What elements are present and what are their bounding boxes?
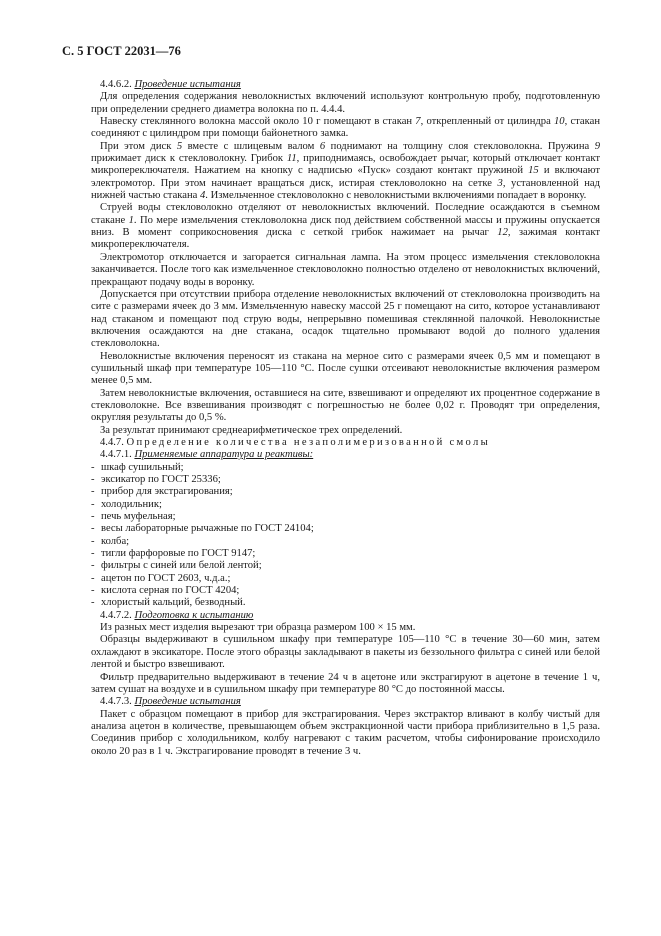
list-item-text: весы лабораторные рычажные по ГОСТ 24104; [101, 523, 314, 535]
section-4-4-7-2-heading [91, 610, 600, 622]
list-item [91, 499, 600, 511]
paragraph: За результат принимают среднеарифметическое трех определений. [100, 424, 403, 436]
page-header: С. 5 ГОСТ 22031—76 [62, 44, 181, 58]
list-item-text: печь муфельная; [101, 511, 176, 523]
section-number: 4.4.7.3. [100, 696, 132, 708]
list-dash: - [91, 560, 95, 572]
paragraph: Для определения содержания неволокнистых включений используют контрольную пробу, подготовленную при определении среднего диаметра волокна по п. 4.4.4. [91, 91, 600, 115]
list-dash: - [91, 486, 95, 498]
section-title: Применяемые аппаратура и реактивы: [134, 449, 314, 461]
list-item [91, 523, 600, 535]
list-dash: - [91, 523, 95, 535]
section-title: Подготовка к испытанию [134, 609, 254, 621]
list-item [91, 474, 600, 486]
list-item-text: шкаф сушильный; [101, 461, 184, 473]
paragraph: Неволокнистые включения переносят из стакана на мерное сито с размерами ячеек 0,5 мм и помещают в сушильный шкаф при температуре 105—110 °С. После сушки отсеивают неволокнистые включения размером менее 0,5 мм. [91, 350, 600, 387]
equipment-list [91, 462, 600, 610]
list-dash: - [91, 498, 95, 510]
list-item [91, 511, 600, 523]
list-dash: - [91, 597, 95, 609]
paragraph: Затем неволокнистые включения, оставшиеся на сите, взвешивают и определяют их процентное содержание в стекловолокне. Все взвешивания производят с погрешностью не более 0,02 г. Проводят три определения, округляя результаты до 0,5 %. [91, 387, 600, 424]
list-item-text: ацетон по ГОСТ 2603, ч.д.а.; [101, 572, 231, 584]
list-item-text: холодильник; [101, 498, 162, 510]
list-item-text: эксикатор по ГОСТ 25336; [101, 474, 221, 485]
paragraph: При этом диск 5 вместе с шлицевым валом 6 поднимают на толщину слоя стекловолокна. Пружина 9 прижимает диск к стекловолокну. Грибок 11, приподнимаясь, освобождает рычаг, который отключает контакт микропереключателя. Нажатием на кнопку с надписью «Пуск» создают контакт пружиной 15 и включают электромотор. При этом начинает вращаться диск, истирая стекловолокно на сетке 3, установленной над нижней частью стакана 4. Измельченное стекловолокно с неволокнистыми включениями попадает в воронку. [91, 140, 600, 202]
list-item [91, 548, 600, 560]
paragraph: Электромотор отключается и загорается сигнальная лампа. На этом процесс измельчения стекловолокна заканчивается. После того как измельченное стекловолокно полностью отделено от неволокнистых включений, прекращают подачу воды в воронку. [91, 251, 600, 288]
paragraph: Из разных мест изделия вырезают три образца размером 100 × 15 мм. [100, 622, 416, 634]
list-item [91, 560, 600, 572]
section-4-4-7-1-heading [91, 449, 600, 461]
list-item [91, 486, 600, 498]
list-item-text: хлористый кальций, безводный. [101, 597, 246, 609]
list-dash: - [91, 461, 95, 473]
list-dash: - [91, 511, 95, 523]
list-item [91, 585, 600, 597]
section-title: Проведение испытания [134, 696, 241, 708]
list-dash: - [91, 548, 95, 560]
list-dash: - [91, 535, 95, 547]
list-item [91, 573, 600, 585]
list-dash: - [91, 474, 95, 485]
section-number: 4.4.7.1. [100, 449, 132, 461]
list-item-text: фильтры с синей или белой лентой; [101, 560, 262, 572]
paragraph: Навеску стеклянного волокна массой около 10 г помещают в стакан 7, открепленный от цилиндра 10, стакан соединяют с цилиндром при помощи байонетного замка. [91, 116, 600, 140]
paragraph: Образцы выдерживают в сушильном шкафу при температуре 105—110 °С в течение 30—60 мин, затем охлаждают в эксикаторе. После этого образцы закладывают в пакеты из беззольного фильтра с синей или белой лентой и быстро взвешивают. [91, 634, 600, 671]
section-4-4-7-3-heading [91, 696, 600, 708]
list-item-text: прибор для экстрагирования; [101, 486, 233, 498]
paragraph: Фильтр предварительно выдерживают в течение 24 ч в ацетоне или экстрагируют в ацетоне в течение 1 ч, затем сушат на воздухе и в сушильном шкафу при температуре 80 °С до постоянной массы. [91, 671, 600, 695]
paragraph: Пакет с образцом помещают в прибор для экстрагирования. Через экстрактор вливают в колбу чистый для анализа ацетон в количестве, превышающем объем экстракционной части прибора приблизительно в 1,5 раза. Соединив прибор с холодильником, колбу нагревают с таким расчетом, чтобы сифонирование происходило около 20 раз в 1 ч. Экстрагирование проводят в течение 3 ч. [91, 708, 600, 757]
section-number: 4.4.7.2. [100, 609, 132, 621]
list-item-text: тигли фарфоровые по ГОСТ 9147; [101, 548, 256, 560]
list-dash: - [91, 572, 95, 584]
paragraph: Струей воды стекловолокно отделяют от неволокнистых включений. Последние осаждаются в съемном стакане 1. По мере измельчения стекловолокна диск под действием собственной массы и пружины опускается вниз. В момент соприкосновения диска с сеткой грибок нажимает на рычаг 12, зажимая контакт микропереключателя. [91, 202, 601, 251]
section-number: 4.4.7. [100, 436, 124, 448]
list-item [91, 462, 600, 474]
list-item [91, 536, 600, 548]
list-item-text: кислота серная по ГОСТ 4204; [101, 585, 240, 597]
paragraph: Допускается при отсутствии прибора отделение неволокнистых включений от стекловолокна производить на сите с размерами ячеек до 3 мм. Измельченную навеску массой 25 г помещают на сито, которое устанавливают над стаканом и помещают под струю воды, непрерывно помешивая стеклянной палочкой. Неволокнистые включения осаждаются на дне стакана, осадок тщательно промывают водой до полного удаления стекловолокна. [91, 288, 600, 350]
list-item [91, 597, 600, 609]
section-4-4-6-2-heading [91, 79, 600, 91]
section-number: 4.4.6.2. [100, 79, 132, 90]
section-4-4-7-heading [91, 437, 600, 449]
list-dash: - [91, 585, 95, 597]
section-title: Определение количества незаполимеризованной смолы [126, 436, 491, 448]
list-item-text: колба; [101, 535, 130, 547]
section-title: Проведение испытания [134, 79, 241, 90]
document-body [91, 79, 600, 758]
